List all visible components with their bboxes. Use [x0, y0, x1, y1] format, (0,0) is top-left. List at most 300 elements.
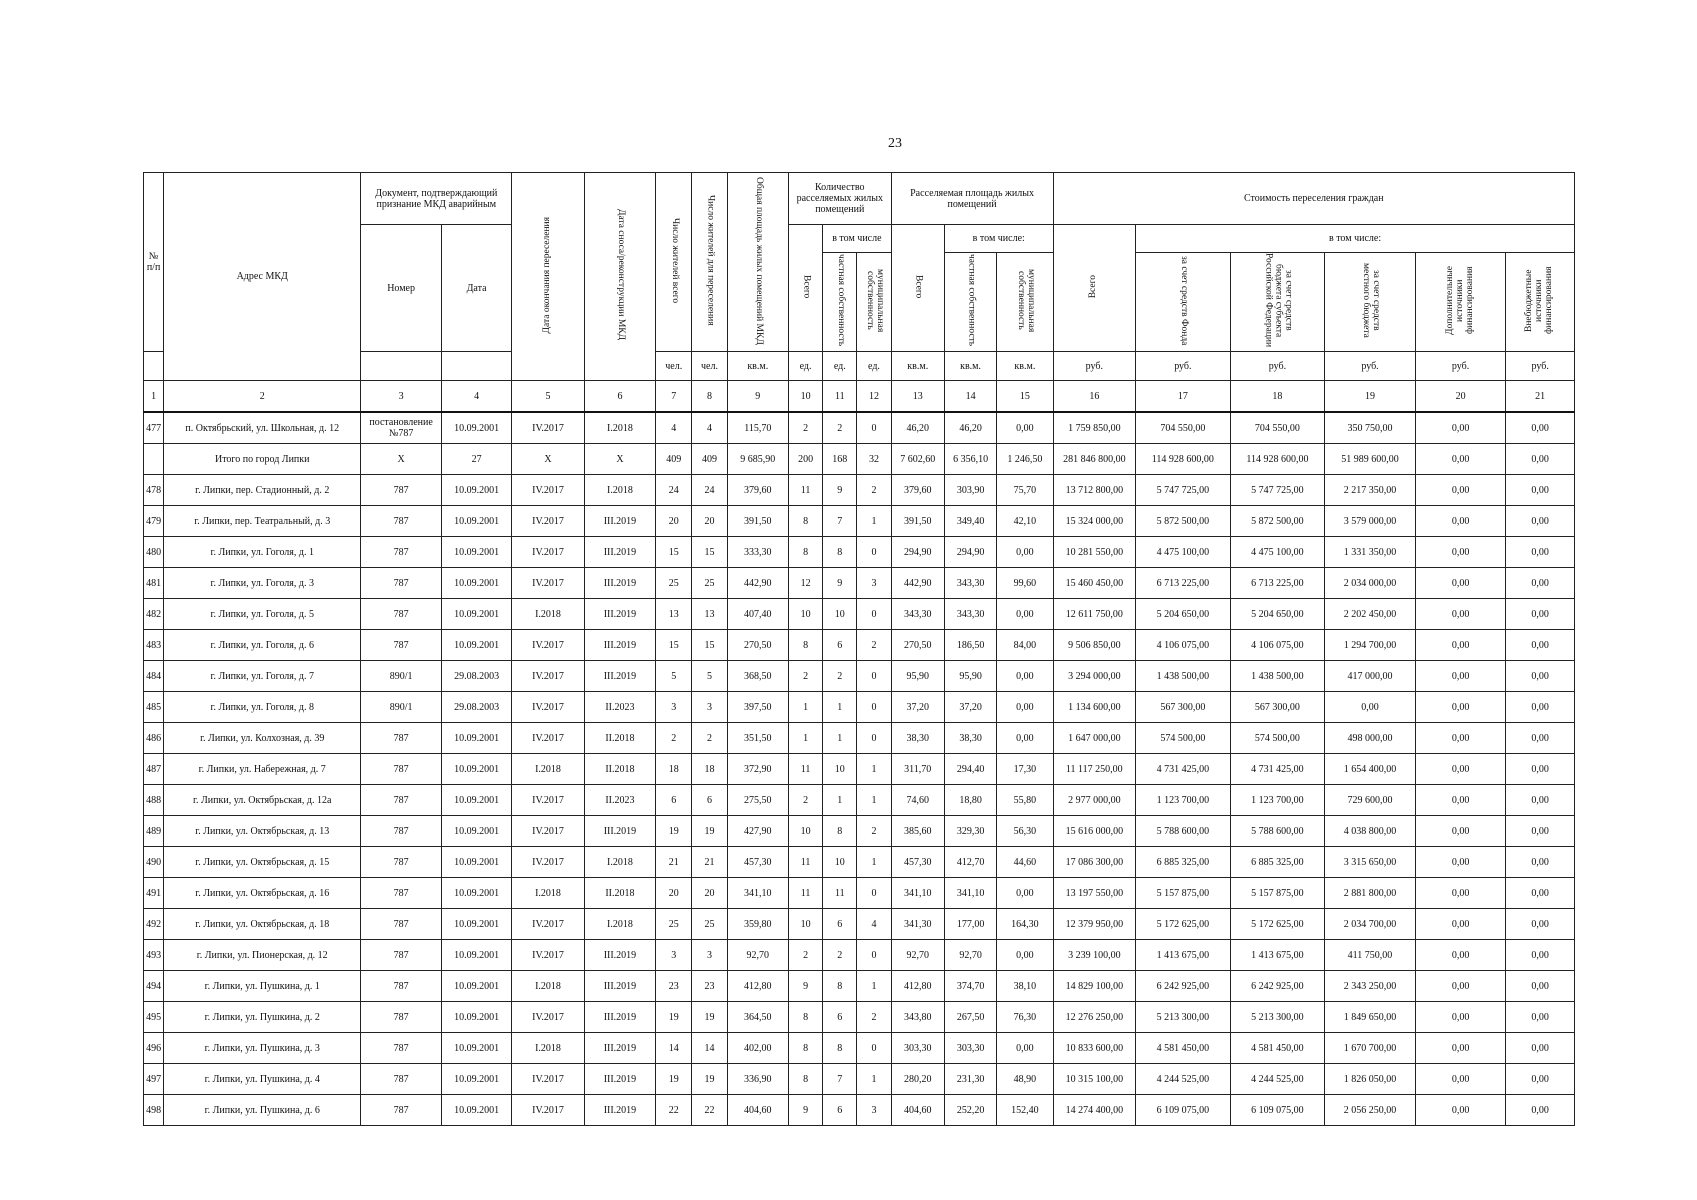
- row-cell: 3 579 000,00: [1325, 506, 1416, 537]
- row-cell: 10: [823, 754, 857, 785]
- row-cell: 787: [361, 630, 442, 661]
- row-cell: 0,00: [1506, 878, 1575, 909]
- row-cell: 787: [361, 878, 442, 909]
- row-cell: 1 294 700,00: [1325, 630, 1416, 661]
- row-cell: 1: [857, 847, 891, 878]
- row-cell: 51 989 600,00: [1325, 444, 1416, 475]
- row-cell: 787: [361, 754, 442, 785]
- row-number: 487: [144, 754, 164, 785]
- row-cell: 8: [788, 1002, 822, 1033]
- row-cell: 7: [823, 1064, 857, 1095]
- row-number: 484: [144, 661, 164, 692]
- row-cell: 567 300,00: [1136, 692, 1231, 723]
- row-cell: 19: [692, 1064, 727, 1095]
- table-row: [144, 412, 1575, 444]
- row-cell: 729 600,00: [1325, 785, 1416, 816]
- row-cell: 8: [788, 506, 822, 537]
- header-cost-regional: за счет средств бюджета субъекта Российской Федерации: [1230, 253, 1325, 352]
- row-cell: 168: [823, 444, 857, 475]
- col-number: 10: [788, 381, 822, 413]
- col-number: 2: [164, 381, 361, 413]
- row-cell: 0,00: [1506, 816, 1575, 847]
- row-cell: 6 885 325,00: [1230, 847, 1325, 878]
- row-cell: 19: [692, 816, 727, 847]
- row-cell: 442,90: [891, 568, 944, 599]
- row-number: 481: [144, 568, 164, 599]
- row-cell: 341,10: [944, 878, 996, 909]
- header-qty-group: Количество расселяемых жилых помещений: [788, 173, 891, 225]
- row-cell: 0,00: [1415, 940, 1506, 971]
- row-cell: 0,00: [1415, 444, 1506, 475]
- row-cell: IV.2017: [512, 692, 584, 723]
- row-cell: 0,00: [1506, 537, 1575, 568]
- row-cell: 114 928 600,00: [1136, 444, 1231, 475]
- row-cell: 4 106 075,00: [1136, 630, 1231, 661]
- row-cell: 374,70: [944, 971, 996, 1002]
- row-cell: 5 788 600,00: [1230, 816, 1325, 847]
- resettlement-table: [143, 172, 1575, 1126]
- row-cell: III.2019: [584, 1095, 655, 1126]
- row-cell: 5 747 725,00: [1136, 475, 1231, 506]
- row-cell: 0,00: [1415, 1095, 1506, 1126]
- row-cell: 0,00: [1415, 971, 1506, 1002]
- row-cell: 10.09.2001: [441, 878, 511, 909]
- unit-cell: [361, 352, 442, 381]
- row-cell: III.2019: [584, 568, 655, 599]
- row-cell: 3: [857, 1095, 891, 1126]
- row-cell: 0: [857, 661, 891, 692]
- row-cell: 0,00: [997, 661, 1053, 692]
- row-cell: 411 750,00: [1325, 940, 1416, 971]
- row-cell: 5 204 650,00: [1230, 599, 1325, 630]
- row-cell: IV.2017: [512, 785, 584, 816]
- row-cell: 787: [361, 506, 442, 537]
- row-cell: 0,00: [1506, 847, 1575, 878]
- row-cell: 95,90: [944, 661, 996, 692]
- row-cell: 29.08.2003: [441, 692, 511, 723]
- row-cell: 1 647 000,00: [1053, 723, 1136, 754]
- row-cell: 402,00: [727, 1033, 788, 1064]
- row-cell: 186,50: [944, 630, 996, 661]
- table-row: [144, 537, 1575, 568]
- table-row: [144, 475, 1575, 506]
- row-number: 491: [144, 878, 164, 909]
- row-cell: 412,80: [727, 971, 788, 1002]
- row-cell: 1 438 500,00: [1230, 661, 1325, 692]
- row-cell: 787: [361, 537, 442, 568]
- row-cell: 10 833 600,00: [1053, 1033, 1136, 1064]
- row-cell: IV.2017: [512, 537, 584, 568]
- row-cell: 2: [823, 940, 857, 971]
- row-cell: I.2018: [584, 475, 655, 506]
- row-number: 486: [144, 723, 164, 754]
- row-cell: 15 324 000,00: [1053, 506, 1136, 537]
- row-number: 478: [144, 475, 164, 506]
- row-cell: 4: [692, 412, 727, 444]
- row-cell: 1: [788, 692, 822, 723]
- row-cell: 442,90: [727, 568, 788, 599]
- row-cell: 15: [692, 630, 727, 661]
- row-cell: 23: [656, 971, 692, 1002]
- row-cell: 1: [823, 723, 857, 754]
- row-number: [144, 444, 164, 475]
- row-cell: 4: [656, 412, 692, 444]
- row-cell: 267,50: [944, 1002, 996, 1033]
- row-cell: 4 244 525,00: [1230, 1064, 1325, 1095]
- row-cell: 29.08.2003: [441, 661, 511, 692]
- table-row: [144, 568, 1575, 599]
- col-number: 17: [1136, 381, 1231, 413]
- row-cell: 0: [857, 537, 891, 568]
- row-address: г. Липки, ул. Октябрьская, д. 15: [164, 847, 361, 878]
- row-cell: IV.2017: [512, 475, 584, 506]
- row-number: 479: [144, 506, 164, 537]
- row-cell: 10: [788, 599, 822, 630]
- row-cell: 3 315 650,00: [1325, 847, 1416, 878]
- row-cell: 6: [823, 630, 857, 661]
- row-cell: 2: [656, 723, 692, 754]
- row-cell: 114 928 600,00: [1230, 444, 1325, 475]
- row-cell: 787: [361, 847, 442, 878]
- row-cell: 10.09.2001: [441, 971, 511, 1002]
- row-cell: 115,70: [727, 412, 788, 444]
- row-cell: 10.09.2001: [441, 599, 511, 630]
- row-cell: 10 281 550,00: [1053, 537, 1136, 568]
- row-cell: 22: [692, 1095, 727, 1126]
- table-body: [144, 412, 1575, 1126]
- table-row: [144, 444, 1575, 475]
- row-cell: 3: [656, 692, 692, 723]
- row-cell: 9: [788, 971, 822, 1002]
- col-number: 16: [1053, 381, 1136, 413]
- row-cell: IV.2017: [512, 568, 584, 599]
- header-residents-total: Число жителей всего: [656, 173, 692, 352]
- row-cell: 8: [823, 1033, 857, 1064]
- row-cell: 3: [692, 940, 727, 971]
- row-cell: 0,00: [1506, 444, 1575, 475]
- row-address: г. Липки, ул. Гоголя, д. 6: [164, 630, 361, 661]
- header-doc-date: Дата: [441, 225, 511, 352]
- row-cell: 25: [692, 568, 727, 599]
- row-cell: 333,30: [727, 537, 788, 568]
- row-cell: 391,50: [891, 506, 944, 537]
- row-cell: 12 379 950,00: [1053, 909, 1136, 940]
- row-cell: 46,20: [944, 412, 996, 444]
- unit-cell: руб.: [1506, 352, 1575, 381]
- row-cell: 3 294 000,00: [1053, 661, 1136, 692]
- row-cell: 2 034 000,00: [1325, 568, 1416, 599]
- row-cell: 9: [788, 1095, 822, 1126]
- unit-cell: чел.: [692, 352, 727, 381]
- row-cell: 24: [656, 475, 692, 506]
- header-resettle-end-date: Дата окончания переселения: [512, 173, 584, 381]
- row-cell: 2 056 250,00: [1325, 1095, 1416, 1126]
- row-address: г. Липки, ул. Гоголя, д. 8: [164, 692, 361, 723]
- header-doc-number: Номер: [361, 225, 442, 352]
- table-row: [144, 816, 1575, 847]
- row-cell: 0: [857, 940, 891, 971]
- row-address: г. Липки, ул. Набережная, д. 7: [164, 754, 361, 785]
- row-cell: II.2018: [584, 878, 655, 909]
- row-address: г. Липки, ул. Пушкина, д. 3: [164, 1033, 361, 1064]
- row-cell: 11 117 250,00: [1053, 754, 1136, 785]
- row-cell: 0,00: [1506, 1002, 1575, 1033]
- row-cell: 417 000,00: [1325, 661, 1416, 692]
- table-row: [144, 630, 1575, 661]
- row-cell: 0: [857, 723, 891, 754]
- row-cell: 890/1: [361, 661, 442, 692]
- col-number: 15: [997, 381, 1053, 413]
- row-cell: 8: [788, 1033, 822, 1064]
- row-cell: 0,00: [997, 940, 1053, 971]
- row-cell: 4 581 450,00: [1136, 1033, 1231, 1064]
- row-cell: 0,00: [1506, 568, 1575, 599]
- row-cell: 18,80: [944, 785, 996, 816]
- row-cell: 5 213 300,00: [1136, 1002, 1231, 1033]
- table-row: [144, 971, 1575, 1002]
- row-address: г. Липки, ул. Пионерская, д. 12: [164, 940, 361, 971]
- row-cell: 1 438 500,00: [1136, 661, 1231, 692]
- row-address: г. Липки, ул. Гоголя, д. 7: [164, 661, 361, 692]
- unit-cell: [144, 352, 164, 381]
- row-cell: 5 204 650,00: [1136, 599, 1231, 630]
- row-cell: 6: [823, 909, 857, 940]
- row-cell: 1: [857, 1064, 891, 1095]
- row-cell: IV.2017: [512, 661, 584, 692]
- row-cell: 5 872 500,00: [1230, 506, 1325, 537]
- row-cell: 15 460 450,00: [1053, 568, 1136, 599]
- row-cell: I.2018: [512, 878, 584, 909]
- row-number: 488: [144, 785, 164, 816]
- row-cell: 12 276 250,00: [1053, 1002, 1136, 1033]
- row-cell: 0,00: [997, 878, 1053, 909]
- row-cell: 0,00: [1506, 785, 1575, 816]
- row-cell: 1 331 350,00: [1325, 537, 1416, 568]
- row-cell: 3: [692, 692, 727, 723]
- row-cell: 0,00: [1506, 971, 1575, 1002]
- row-cell: 2: [823, 661, 857, 692]
- row-number: 494: [144, 971, 164, 1002]
- row-cell: 0: [857, 599, 891, 630]
- unit-cell: кв.м.: [727, 352, 788, 381]
- row-cell: 7 602,60: [891, 444, 944, 475]
- row-cell: 0,00: [1415, 909, 1506, 940]
- table-row: [144, 692, 1575, 723]
- row-cell: 19: [656, 1002, 692, 1033]
- row-cell: 10.09.2001: [441, 1002, 511, 1033]
- header-total-area: Общая площадь жилых помещений МКД: [727, 173, 788, 352]
- header-area-group: Расселяемая площадь жилых помещений: [891, 173, 1053, 225]
- row-cell: 457,30: [727, 847, 788, 878]
- row-cell: IV.2017: [512, 630, 584, 661]
- row-cell: 336,90: [727, 1064, 788, 1095]
- row-cell: 0,00: [997, 599, 1053, 630]
- row-cell: 37,20: [891, 692, 944, 723]
- row-cell: 11: [788, 475, 822, 506]
- row-cell: 10.09.2001: [441, 909, 511, 940]
- row-cell: 10: [788, 909, 822, 940]
- row-cell: 385,60: [891, 816, 944, 847]
- row-cell: 0,00: [1506, 475, 1575, 506]
- row-cell: 0,00: [1415, 692, 1506, 723]
- col-number: 20: [1415, 381, 1506, 413]
- row-cell: 8: [823, 971, 857, 1002]
- row-cell: 0,00: [1325, 692, 1416, 723]
- row-number: 482: [144, 599, 164, 630]
- row-cell: 270,50: [727, 630, 788, 661]
- row-cell: 704 550,00: [1230, 412, 1325, 444]
- row-cell: 5 747 725,00: [1230, 475, 1325, 506]
- row-cell: 2 977 000,00: [1053, 785, 1136, 816]
- row-cell: 294,40: [944, 754, 996, 785]
- row-cell: 6 713 225,00: [1230, 568, 1325, 599]
- row-cell: 0,00: [1415, 506, 1506, 537]
- row-cell: 0,00: [1415, 412, 1506, 444]
- row-cell: 0,00: [1415, 816, 1506, 847]
- row-number: 496: [144, 1033, 164, 1064]
- row-address: г. Липки, пер. Театральный, д. 3: [164, 506, 361, 537]
- row-cell: III.2019: [584, 630, 655, 661]
- header-qty-municipal: муниципальная собственность: [857, 253, 891, 352]
- row-cell: 787: [361, 1095, 442, 1126]
- row-cell: 379,60: [891, 475, 944, 506]
- row-cell: 15: [656, 537, 692, 568]
- row-cell: 409: [692, 444, 727, 475]
- row-cell: 164,30: [997, 909, 1053, 940]
- row-cell: 303,90: [944, 475, 996, 506]
- row-cell: 10.09.2001: [441, 630, 511, 661]
- row-cell: 13: [692, 599, 727, 630]
- row-cell: 8: [823, 816, 857, 847]
- row-cell: 10.09.2001: [441, 940, 511, 971]
- row-address: г. Липки, ул. Гоголя, д. 1: [164, 537, 361, 568]
- table-row: [144, 847, 1575, 878]
- row-cell: 10.09.2001: [441, 506, 511, 537]
- row-cell: III.2019: [584, 661, 655, 692]
- row-address: г. Липки, ул. Гоголя, д. 3: [164, 568, 361, 599]
- row-cell: 787: [361, 1002, 442, 1033]
- row-address: г. Липки, ул. Октябрьская, д. 18: [164, 909, 361, 940]
- row-cell: 4 581 450,00: [1230, 1033, 1325, 1064]
- row-cell: 38,10: [997, 971, 1053, 1002]
- row-cell: 200: [788, 444, 822, 475]
- header-area-total: Всего: [891, 225, 944, 352]
- row-cell: 10.09.2001: [441, 475, 511, 506]
- row-number: 483: [144, 630, 164, 661]
- row-cell: 152,40: [997, 1095, 1053, 1126]
- row-cell: 20: [656, 878, 692, 909]
- row-cell: 74,60: [891, 785, 944, 816]
- row-cell: III.2019: [584, 1033, 655, 1064]
- row-cell: 14 274 400,00: [1053, 1095, 1136, 1126]
- row-cell: 270,50: [891, 630, 944, 661]
- row-cell: 280,20: [891, 1064, 944, 1095]
- row-cell: 95,90: [891, 661, 944, 692]
- row-cell: 412,70: [944, 847, 996, 878]
- row-cell: 10: [788, 816, 822, 847]
- row-number: 495: [144, 1002, 164, 1033]
- row-cell: 23: [692, 971, 727, 1002]
- table-row: [144, 754, 1575, 785]
- unit-cell: руб.: [1053, 352, 1136, 381]
- row-cell: 0,00: [1506, 412, 1575, 444]
- row-cell: 5: [692, 661, 727, 692]
- row-cell: 2 034 700,00: [1325, 909, 1416, 940]
- row-cell: 567 300,00: [1230, 692, 1325, 723]
- row-cell: 10.09.2001: [441, 1033, 511, 1064]
- row-cell: 1: [788, 723, 822, 754]
- row-cell: 19: [692, 1002, 727, 1033]
- row-address: п. Октябрьский, ул. Школьная, д. 12: [164, 412, 361, 444]
- col-number: 19: [1325, 381, 1416, 413]
- row-address: г. Липки, ул. Пушкина, д. 1: [164, 971, 361, 1002]
- row-cell: 0,00: [1506, 599, 1575, 630]
- row-cell: 6 885 325,00: [1136, 847, 1231, 878]
- row-cell: 20: [692, 878, 727, 909]
- row-cell: 0,00: [1506, 754, 1575, 785]
- table-row: [144, 878, 1575, 909]
- col-number: 21: [1506, 381, 1575, 413]
- row-cell: 2 217 350,00: [1325, 475, 1416, 506]
- row-cell: 8: [788, 537, 822, 568]
- row-cell: 18: [656, 754, 692, 785]
- row-number: 480: [144, 537, 164, 568]
- row-cell: 0,00: [1415, 475, 1506, 506]
- row-cell: 0,00: [997, 1033, 1053, 1064]
- row-cell: 379,60: [727, 475, 788, 506]
- row-cell: 15 616 000,00: [1053, 816, 1136, 847]
- col-number: 11: [823, 381, 857, 413]
- row-cell: 4: [857, 909, 891, 940]
- row-cell: 1 654 400,00: [1325, 754, 1416, 785]
- header-cost-group: Стоимость переселения граждан: [1053, 173, 1574, 225]
- row-cell: 294,90: [944, 537, 996, 568]
- row-cell: 92,70: [891, 940, 944, 971]
- col-number: 3: [361, 381, 442, 413]
- row-cell: 1: [823, 692, 857, 723]
- header-cost-local: за счет средств местного бюджета: [1325, 253, 1416, 352]
- row-cell: 231,30: [944, 1064, 996, 1095]
- row-cell: 303,30: [891, 1033, 944, 1064]
- col-number: 7: [656, 381, 692, 413]
- row-cell: 704 550,00: [1136, 412, 1231, 444]
- row-cell: 890/1: [361, 692, 442, 723]
- row-cell: 1: [857, 971, 891, 1002]
- row-address: г. Липки, ул. Октябрьская, д. 16: [164, 878, 361, 909]
- row-cell: 0,00: [1506, 661, 1575, 692]
- row-cell: 17,30: [997, 754, 1053, 785]
- col-number: 8: [692, 381, 727, 413]
- row-cell: 38,30: [891, 723, 944, 754]
- row-cell: 15: [692, 537, 727, 568]
- row-cell: II.2018: [584, 754, 655, 785]
- row-number: 489: [144, 816, 164, 847]
- row-cell: 37,20: [944, 692, 996, 723]
- row-cell: 1 413 675,00: [1136, 940, 1231, 971]
- row-cell: 92,70: [944, 940, 996, 971]
- row-cell: 409: [656, 444, 692, 475]
- row-number: 490: [144, 847, 164, 878]
- row-cell: 1 670 700,00: [1325, 1033, 1416, 1064]
- row-number: 493: [144, 940, 164, 971]
- row-cell: 3: [857, 568, 891, 599]
- table-row: [144, 506, 1575, 537]
- row-cell: I.2018: [584, 847, 655, 878]
- row-cell: IV.2017: [512, 909, 584, 940]
- row-cell: 9: [823, 568, 857, 599]
- row-cell: 343,30: [944, 568, 996, 599]
- unit-cell: ед.: [788, 352, 822, 381]
